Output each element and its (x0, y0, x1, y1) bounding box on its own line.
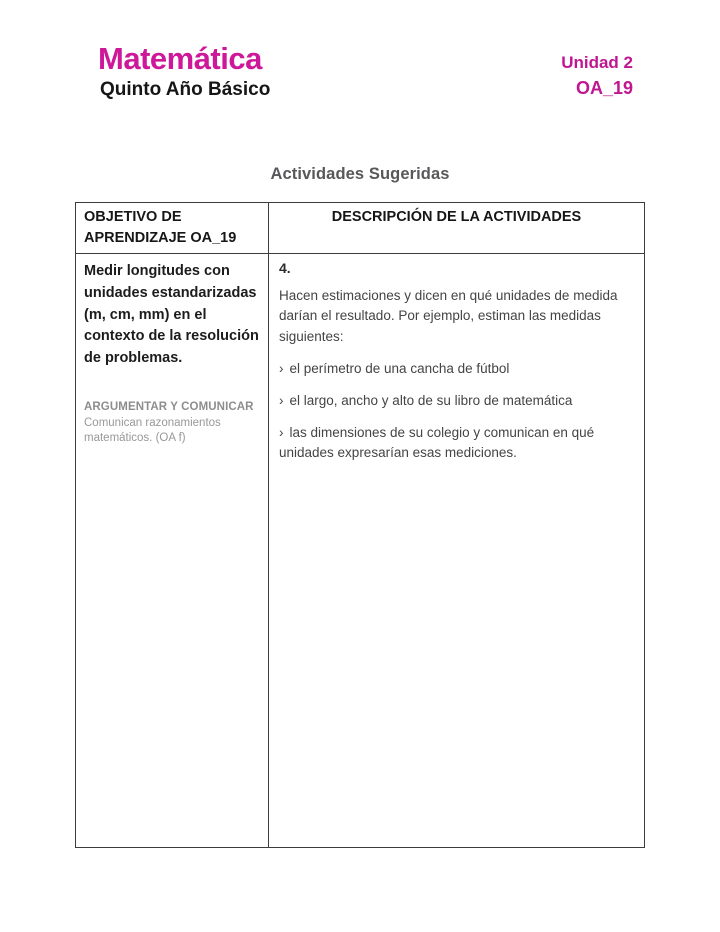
column-header-description: DESCRIPCIÓN DE LA ACTIVIDADES (269, 203, 645, 254)
activities-table (75, 202, 645, 848)
activity-intro: Hacen estimaciones y dicen en qué unidades de medida darían el resultado. Por ejemplo, estiman las medidas siguientes: (279, 288, 618, 344)
skill-title: ARGUMENTAR Y COMUNICAR (84, 400, 254, 413)
table-header-row (76, 203, 645, 254)
bullet-item (279, 423, 632, 462)
bullet-text: el perímetro de una cancha de fútbol (289, 361, 510, 377)
subject-title: Matemática (98, 41, 262, 76)
objective-text: Medir longitudes con unidades estandarizadas (m, cm, mm) en el contexto de la resolución de problemas. (84, 263, 259, 367)
document-header (98, 42, 270, 101)
page-title: Actividades Sugeridas (270, 165, 450, 183)
oa-code-label: OA_19 (575, 78, 633, 99)
bullet-glyph: › (279, 393, 284, 409)
skill-detail: Comunican razonamientos matemáticos. (OA f) (84, 416, 221, 444)
bullet-text: las dimensiones de su colegio y comunican en qué unidades expresarían esas mediciones. (279, 425, 595, 460)
description-cell (269, 254, 645, 848)
bullet-item (279, 359, 632, 379)
grade-subtitle: Quinto Año Básico (100, 79, 271, 101)
bullet-text: el largo, ancho y alto de su libro de matemática (289, 393, 573, 409)
skill-block (84, 400, 259, 446)
objective-cell (76, 254, 269, 848)
unit-label: Unidad 2 (561, 53, 633, 72)
activity-number: 4. (279, 260, 291, 277)
bullet-item (279, 391, 632, 411)
column-header-objective: OBJETIVO DE APRENDIZAJE OA_19 (76, 203, 269, 254)
document-header-right (561, 53, 633, 100)
bullet-glyph: › (279, 425, 284, 441)
bullet-glyph: › (279, 361, 284, 377)
table-row (76, 254, 645, 848)
